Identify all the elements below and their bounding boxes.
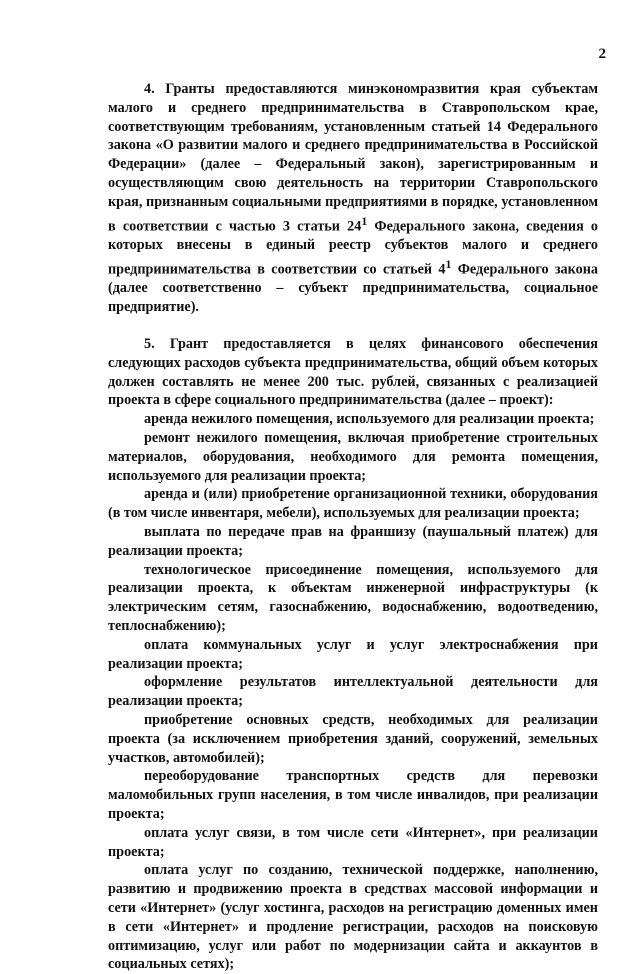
paragraph-5: 5. Грант предоставляется в целях финансового обеспечения следующих расходов субъекта предпринимательства, общий объем которых должен составлять не менее 200 тыс. рублей, связанных с реализацией проекта в сфере социального предпринимательства (далее – проект):	[108, 336, 598, 409]
paragraph-4-text: 4. Гранты предоставляются минэкономразвития края субъектам малого и среднего предпринимательства в Ставропольском крае, соответствующим требованиям, установленным статьей 14 Федерального закона «О развитии малого и среднего предпринимательства в Российской Федерации» (далее – Федеральный закон), зарегистрированным и осуществляющим свою деятельность на территории Ставропольского края, признанным социальными предприятиями в порядке, установленном в соответствии с частью 3 статьи 24	[108, 81, 598, 235]
list-item: приобретение основных средств, необходимых для реализации проекта (за исключением приобретения зданий, сооружений, земельных участков, автомобилей);	[108, 711, 598, 766]
paragraph-4-tail: Федерального закона, сведения о которых внесены в единый реестр субъектов малого и среднего предпринимательства в соответствии со статьей 4	[108, 218, 598, 278]
list-item: выплата по передаче прав на франшизу (паушальный платеж) для реализации проекта;	[108, 524, 598, 559]
list-item: аренда и (или) приобретение организационной техники, оборудования (в том числе инвентаря, мебели), используемых для реализации проекта;	[108, 486, 598, 522]
paragraph-4-tail-2: Федерального закона (далее соответственно – субъект предпринимательства, социальное предприятие).	[108, 261, 599, 316]
list-item: переоборудование транспортных средств для перевозки маломобильных групп населения, в том числе инвалидов, при реализации проекта;	[108, 768, 598, 822]
list-item: аренда нежилого помещения, используемого для реализации проекта;	[144, 411, 595, 428]
list-item: оплата услуг по созданию, технической поддержке, наполнению, развитию и продвижению проекта в средствах массовой информации и сети «Интернет» (услуг хостинга, расходов на регистрацию доменных имен в сети «Интернет» и продление регистрации, расходов на поисковую оптимизацию, услуг или работ по модернизации сайта и аккаунтов в социальных сетях);	[108, 862, 598, 973]
paragraph-4-sup: 1	[361, 213, 368, 228]
paragraph-4-sup-2: 1	[445, 256, 452, 271]
paragraph-4	[108, 80, 598, 317]
paragraph-gap	[108, 317, 598, 335]
list-item: технологическое присоединение помещения, используемого для реализации проекта, к объектам инженерной инфраструктуры (к электрическим сетям, газоснабжению, водоснабжению, водоотведению, теплоснабжению);	[108, 561, 598, 634]
list-item: оформление результатов интеллектуальной деятельности для реализации проекта;	[108, 674, 598, 710]
document-body	[108, 80, 598, 974]
list-item: ремонт нежилого помещения, включая приобретение строительных материалов, оборудования, необходимого для ремонта помещения, используемого для реализации проекта;	[108, 430, 598, 484]
list-item: оплата коммунальных услуг и услуг электроснабжения при реализации проекта;	[108, 636, 598, 672]
page-number: 2	[598, 46, 606, 62]
list-item: оплата услуг связи, в том числе сети «Интернет», при реализации проекта;	[108, 824, 598, 860]
